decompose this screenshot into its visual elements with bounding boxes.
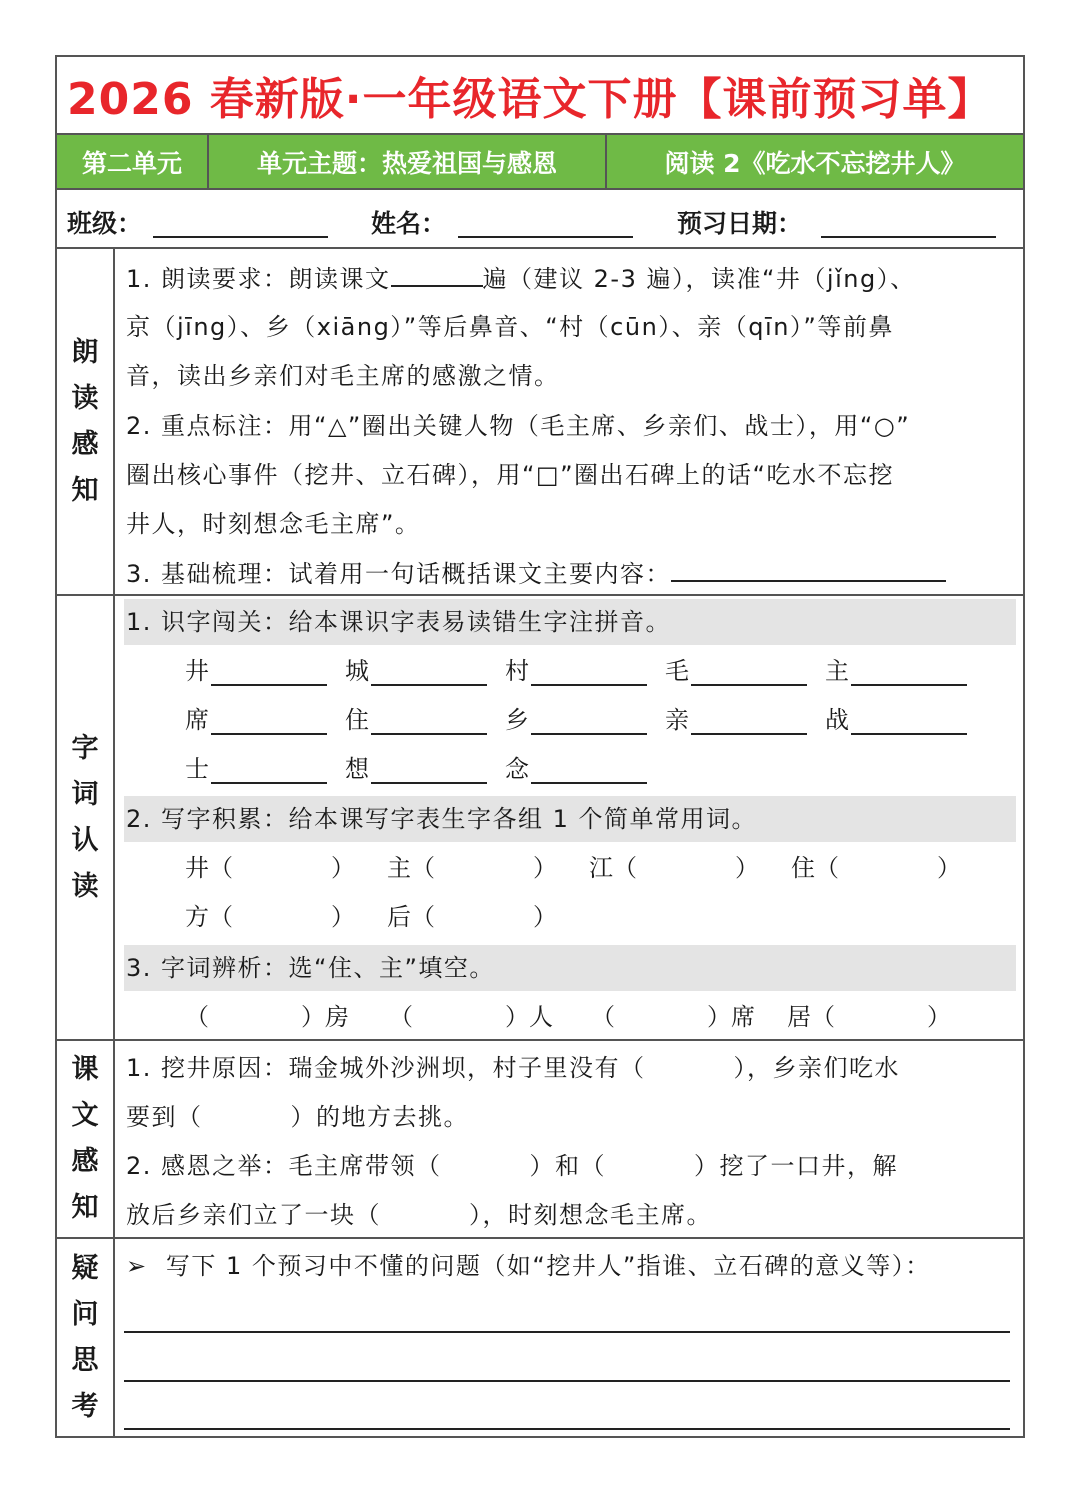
summary-blank[interactable]	[671, 558, 946, 582]
char-item: 战	[825, 706, 849, 734]
pinyin-blank[interactable]	[531, 782, 647, 784]
label-char: 读	[71, 382, 99, 414]
pinyin-blank[interactable]	[531, 684, 647, 686]
name-label: 姓名：	[371, 209, 447, 238]
text-line: 2. 感恩之举：毛主席带领（ ）和（ ）挖了一口井，解	[126, 1152, 899, 1180]
char-item: 席	[185, 706, 209, 734]
text-line: 音，读出乡亲们对毛主席的感激之情。	[126, 362, 560, 390]
pinyin-blank[interactable]	[371, 733, 487, 735]
pinyin-blank[interactable]	[851, 684, 967, 686]
date-input-line[interactable]	[821, 236, 996, 238]
label-char: 朗	[71, 336, 99, 368]
text-line: 2. 重点标注：用“△”圈出关键人物（毛主席、乡亲们、战士），用“○”	[126, 412, 911, 440]
student-info-row	[57, 190, 1023, 249]
char-item: 井	[185, 657, 209, 685]
pinyin-blank[interactable]	[371, 782, 487, 784]
text-line: 京（jīng）、乡（xiāng）”等后鼻音、“村（cūn）、亲（qīn）”等前鼻	[126, 313, 894, 341]
label-char: 感	[71, 1146, 99, 1177]
char-item: 士	[185, 755, 209, 783]
name-input-line[interactable]	[458, 236, 633, 238]
pinyin-blank[interactable]	[211, 782, 327, 784]
word-group-item[interactable]: 井（ ）	[185, 854, 355, 882]
date-label: 预习日期：	[677, 209, 803, 238]
char-item: 乡	[505, 706, 529, 734]
label-char: 问	[71, 1298, 99, 1330]
label-char: 感	[71, 428, 99, 460]
pinyin-blank[interactable]	[211, 684, 327, 686]
label-char: 课	[71, 1054, 99, 1085]
label-char: 认	[71, 824, 99, 856]
reading-req-line: 1. 朗读要求：朗读课文 遍（建议 2-3 遍），读准“井（jǐng）、	[126, 265, 916, 293]
word-group-item[interactable]: 后（ ）	[387, 903, 557, 931]
fill-blank-item[interactable]: （ ）房	[185, 1003, 349, 1031]
pinyin-blank[interactable]	[691, 684, 807, 686]
answer-line[interactable]	[124, 1331, 1010, 1333]
answer-line[interactable]	[124, 1380, 1010, 1382]
char-item: 毛	[665, 657, 689, 685]
char-item: 亲	[665, 706, 689, 734]
question-title: 3. 字词辨析：选“住、主”填空。	[126, 954, 495, 982]
lesson-title: 阅读 2《吃水不忘挖井人》	[664, 148, 966, 178]
question-title: 1. 识字闯关：给本课识字表易读错生字注拼音。	[126, 608, 672, 636]
reading-times-blank[interactable]	[391, 263, 483, 287]
section-label-words	[57, 596, 115, 1039]
summary-line: 3. 基础梳理：试着用一句话概括课文主要内容：	[126, 558, 946, 589]
pinyin-blank[interactable]	[531, 733, 647, 735]
question-title: 2. 写字积累：给本课写字表生字各组 1 个简单常用词。	[126, 805, 758, 833]
char-item: 想	[345, 755, 369, 783]
label-char: 字	[71, 732, 99, 764]
word-group-item[interactable]: 住（ ）	[791, 854, 961, 882]
label-char: 考	[71, 1390, 99, 1422]
pinyin-blank[interactable]	[851, 733, 967, 735]
label-char: 疑	[71, 1252, 99, 1284]
char-item: 主	[825, 657, 849, 685]
text-line: 放后乡亲们立了一块（ ），时刻想念毛主席。	[126, 1201, 712, 1229]
label-char: 文	[71, 1100, 99, 1131]
label-char: 词	[71, 778, 99, 810]
text-line: 井人，时刻想念毛主席”。	[126, 510, 421, 538]
fill-blank-item[interactable]: 居（ ）	[787, 1003, 951, 1031]
section-reading	[57, 249, 1023, 596]
section-label-reading	[57, 249, 115, 594]
worksheet	[55, 55, 1025, 1438]
answer-line[interactable]	[124, 1428, 1010, 1430]
arrow-icon: ➢	[126, 1252, 148, 1280]
word-group-item[interactable]: 主（ ）	[387, 854, 557, 882]
char-item: 住	[345, 706, 369, 734]
section-questions	[57, 1239, 1023, 1436]
char-item: 村	[505, 657, 529, 685]
pinyin-blank[interactable]	[691, 733, 807, 735]
pinyin-blank[interactable]	[211, 733, 327, 735]
label-char: 读	[71, 870, 99, 902]
char-item: 城	[345, 657, 369, 685]
section-label-questions	[57, 1239, 115, 1436]
pinyin-blank[interactable]	[371, 684, 487, 686]
fill-blank-item[interactable]: （ ）人	[389, 1003, 553, 1031]
text-line: 要到（ ）的地方去挑。	[126, 1103, 469, 1131]
char-item: 念	[505, 755, 529, 783]
unit-header-bar	[57, 135, 1023, 190]
text-line: 1. 挖井原因：瑞金城外沙洲坝，村子里没有（ ），乡亲们吃水	[126, 1054, 901, 1082]
class-input-line[interactable]	[153, 236, 328, 238]
question-prompt: ➢ 写下 1 个预习中不懂的问题（如“挖井人”指谁、立石碑的意义等）：	[126, 1252, 931, 1280]
text-line: 圈出核心事件（挖井、立石碑），用“□”圈出石碑上的话“吃水不忘挖	[126, 461, 894, 489]
class-label: 班级：	[67, 209, 143, 238]
section-text	[57, 1041, 1023, 1239]
page-title: 2026 春新版·一年级语文下册【课前预习单】	[57, 57, 1023, 135]
unit-label: 第二单元	[81, 148, 182, 178]
section-words	[57, 596, 1023, 1041]
fill-blank-item[interactable]: （ ）席	[591, 1003, 755, 1031]
unit-theme: 单元主题：热爱祖国与感恩	[256, 148, 557, 178]
label-char: 知	[71, 474, 99, 506]
word-group-item[interactable]: 江（ ）	[589, 854, 759, 882]
label-char: 知	[71, 1192, 99, 1223]
label-char: 思	[71, 1344, 99, 1376]
word-group-item[interactable]: 方（ ）	[185, 903, 355, 931]
section-label-text	[57, 1041, 115, 1237]
